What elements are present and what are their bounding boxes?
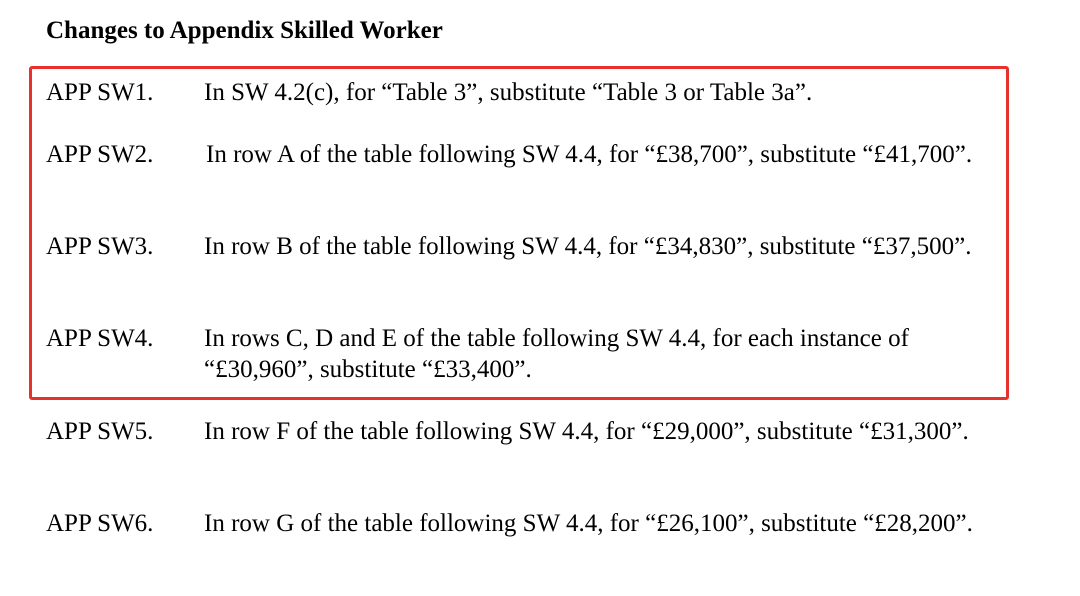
amendment-text: In row G of the table following SW 4.4, for “£26,100”, substitute “£28,200”. [204, 510, 973, 537]
amendment-label: APP SW2. [46, 141, 154, 168]
amendment-label: APP SW4. [46, 325, 154, 352]
amendment-text: In rows C, D and E of the table following SW 4.4, for each instance of “£30,960”, substitute “£33,400”. [204, 325, 909, 383]
amendment-label: APP SW3. [46, 233, 154, 260]
amendment-text: In row F of the table following SW 4.4, for “£29,000”, substitute “£31,300”. [204, 418, 969, 445]
amendment-label: APP SW6. [46, 510, 154, 537]
amendment-text: In SW 4.2(c), for “Table 3”, substitute “Table 3 or Table 3a”. [204, 79, 813, 106]
section-heading: Changes to Appendix Skilled Worker [46, 17, 443, 44]
amendment-text: In row A of the table following SW 4.4, for “£38,700”, substitute “£41,700”. [206, 141, 973, 168]
amendment-text: In row B of the table following SW 4.4, for “£34,830”, substitute “£37,500”. [204, 233, 972, 260]
amendment-label: APP SW5. [46, 418, 154, 445]
amendment-label: APP SW1. [46, 79, 154, 106]
